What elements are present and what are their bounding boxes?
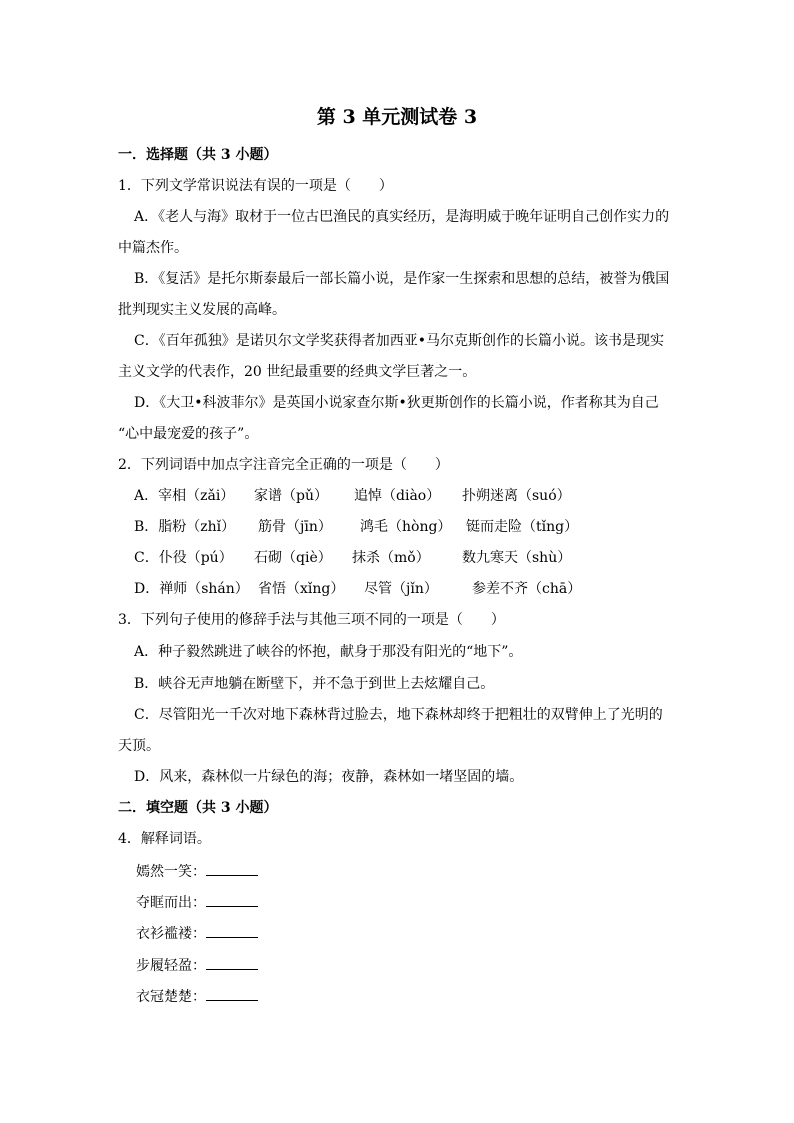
vocab-item (136, 955, 258, 976)
option-cell: D．禅师（shán） (134, 581, 249, 597)
question-1-option-a-cont: 中篇杰作。 (118, 240, 188, 256)
question-1-option-b: B．《复活》是托尔斯泰最后一部长篇小说，是作家一生探索和思想的总结，被誉为俄国 (134, 271, 670, 287)
section-heading-choice: 一．选择题（共 3 小题） (118, 147, 278, 163)
question-3-option-c: C．尽管阳光一千次对地下森林背过脸去，地下森林却终于把粗壮的双臂伸上了光明的 (134, 707, 663, 723)
question-3-option-a: A．种子毅然跳进了峡谷的怀抱，献身于那没有阳光的“地下”。 (134, 644, 523, 660)
question-4-stem: 4．解释词语。 (118, 831, 211, 847)
vocab-item (136, 892, 258, 913)
option-cell: 扑朔迷离（suó） (462, 488, 571, 504)
option-cell: 数九寒天（shù） (462, 550, 572, 566)
question-1-option-d: D．《大卫•科波菲尔》是英国小说家查尔斯•狄更斯创作的长篇小说，作者称其为自己 (134, 395, 659, 411)
vocab-item (136, 923, 258, 944)
option-cell: 家谱（pǔ） (254, 488, 328, 504)
question-1-option-c-cont: 主义文学的代表作，20 世纪最重要的经典文学巨著之一。 (118, 364, 477, 380)
vocab-term: 衣衫褴褛： (136, 926, 206, 942)
section-heading-fill: 二．填空题（共 3 小题） (118, 800, 278, 816)
vocab-term: 步履轻盈： (136, 958, 206, 974)
option-cell: A．宰相（zǎi） (134, 488, 235, 504)
vocab-item (136, 861, 258, 882)
question-1-option-b-cont: 批判现实主义发展的高峰。 (118, 302, 286, 318)
option-cell: C．仆役（pú） (134, 550, 233, 566)
answer-blank[interactable] (206, 861, 258, 876)
vocab-term: 夺眶而出： (136, 895, 206, 911)
option-cell: 抹杀（mǒ） (352, 550, 430, 566)
question-3-stem: 3．下列句子使用的修辞手法与其他三项不同的一项是（ ） (118, 612, 505, 628)
vocab-item (136, 986, 258, 1007)
vocab-term: 衣冠楚楚： (136, 989, 206, 1005)
question-3-option-b: B．峡谷无声地躺在断壁下，并不急于到世上去炫耀自己。 (134, 676, 495, 692)
option-cell: 鸿毛（hòng） (360, 519, 452, 535)
option-cell: B．脂粉（zhǐ） (134, 519, 236, 535)
question-3-option-c-cont: 天顶。 (118, 738, 160, 754)
answer-blank[interactable] (206, 986, 258, 1001)
answer-blank[interactable] (206, 923, 258, 938)
page-title: 第 3 单元测试卷 3 (316, 106, 478, 128)
option-cell: 尽管（jǐn） (364, 581, 438, 597)
option-cell: 筋骨（jīn） (258, 519, 332, 535)
option-cell: 石砌（qiè） (254, 550, 332, 566)
option-cell: 省悟（xǐng） (258, 581, 345, 597)
question-3-option-d: D．风来，森林似一片绿色的海；夜静，森林如一堵坚固的墙。 (134, 769, 524, 785)
question-1-option-d-cont: “心中最宠爱的孩子”。 (118, 426, 259, 442)
option-cell: 参差不齐（chā） (472, 581, 582, 597)
option-cell: 铤而走险（tǐng） (466, 519, 579, 535)
vocab-term: 嫣然一笑： (136, 864, 206, 880)
question-1-option-c: C．《百年孤独》是诺贝尔文学奖获得者加西亚•马尔克斯创作的长篇小说。该书是现实 (134, 333, 664, 349)
question-1-option-a: A．《老人与海》取材于一位古巴渔民的真实经历，是海明威于晚年证明自己创作实力的 (134, 209, 670, 225)
answer-blank[interactable] (206, 892, 258, 907)
question-1-stem: 1．下列文学常识说法有误的一项是（ ） (118, 178, 393, 194)
question-2-stem: 2．下列词语中加点字注音完全正确的一项是（ ） (118, 457, 449, 473)
answer-blank[interactable] (206, 955, 258, 970)
option-cell: 追悼（diào） (354, 488, 441, 504)
